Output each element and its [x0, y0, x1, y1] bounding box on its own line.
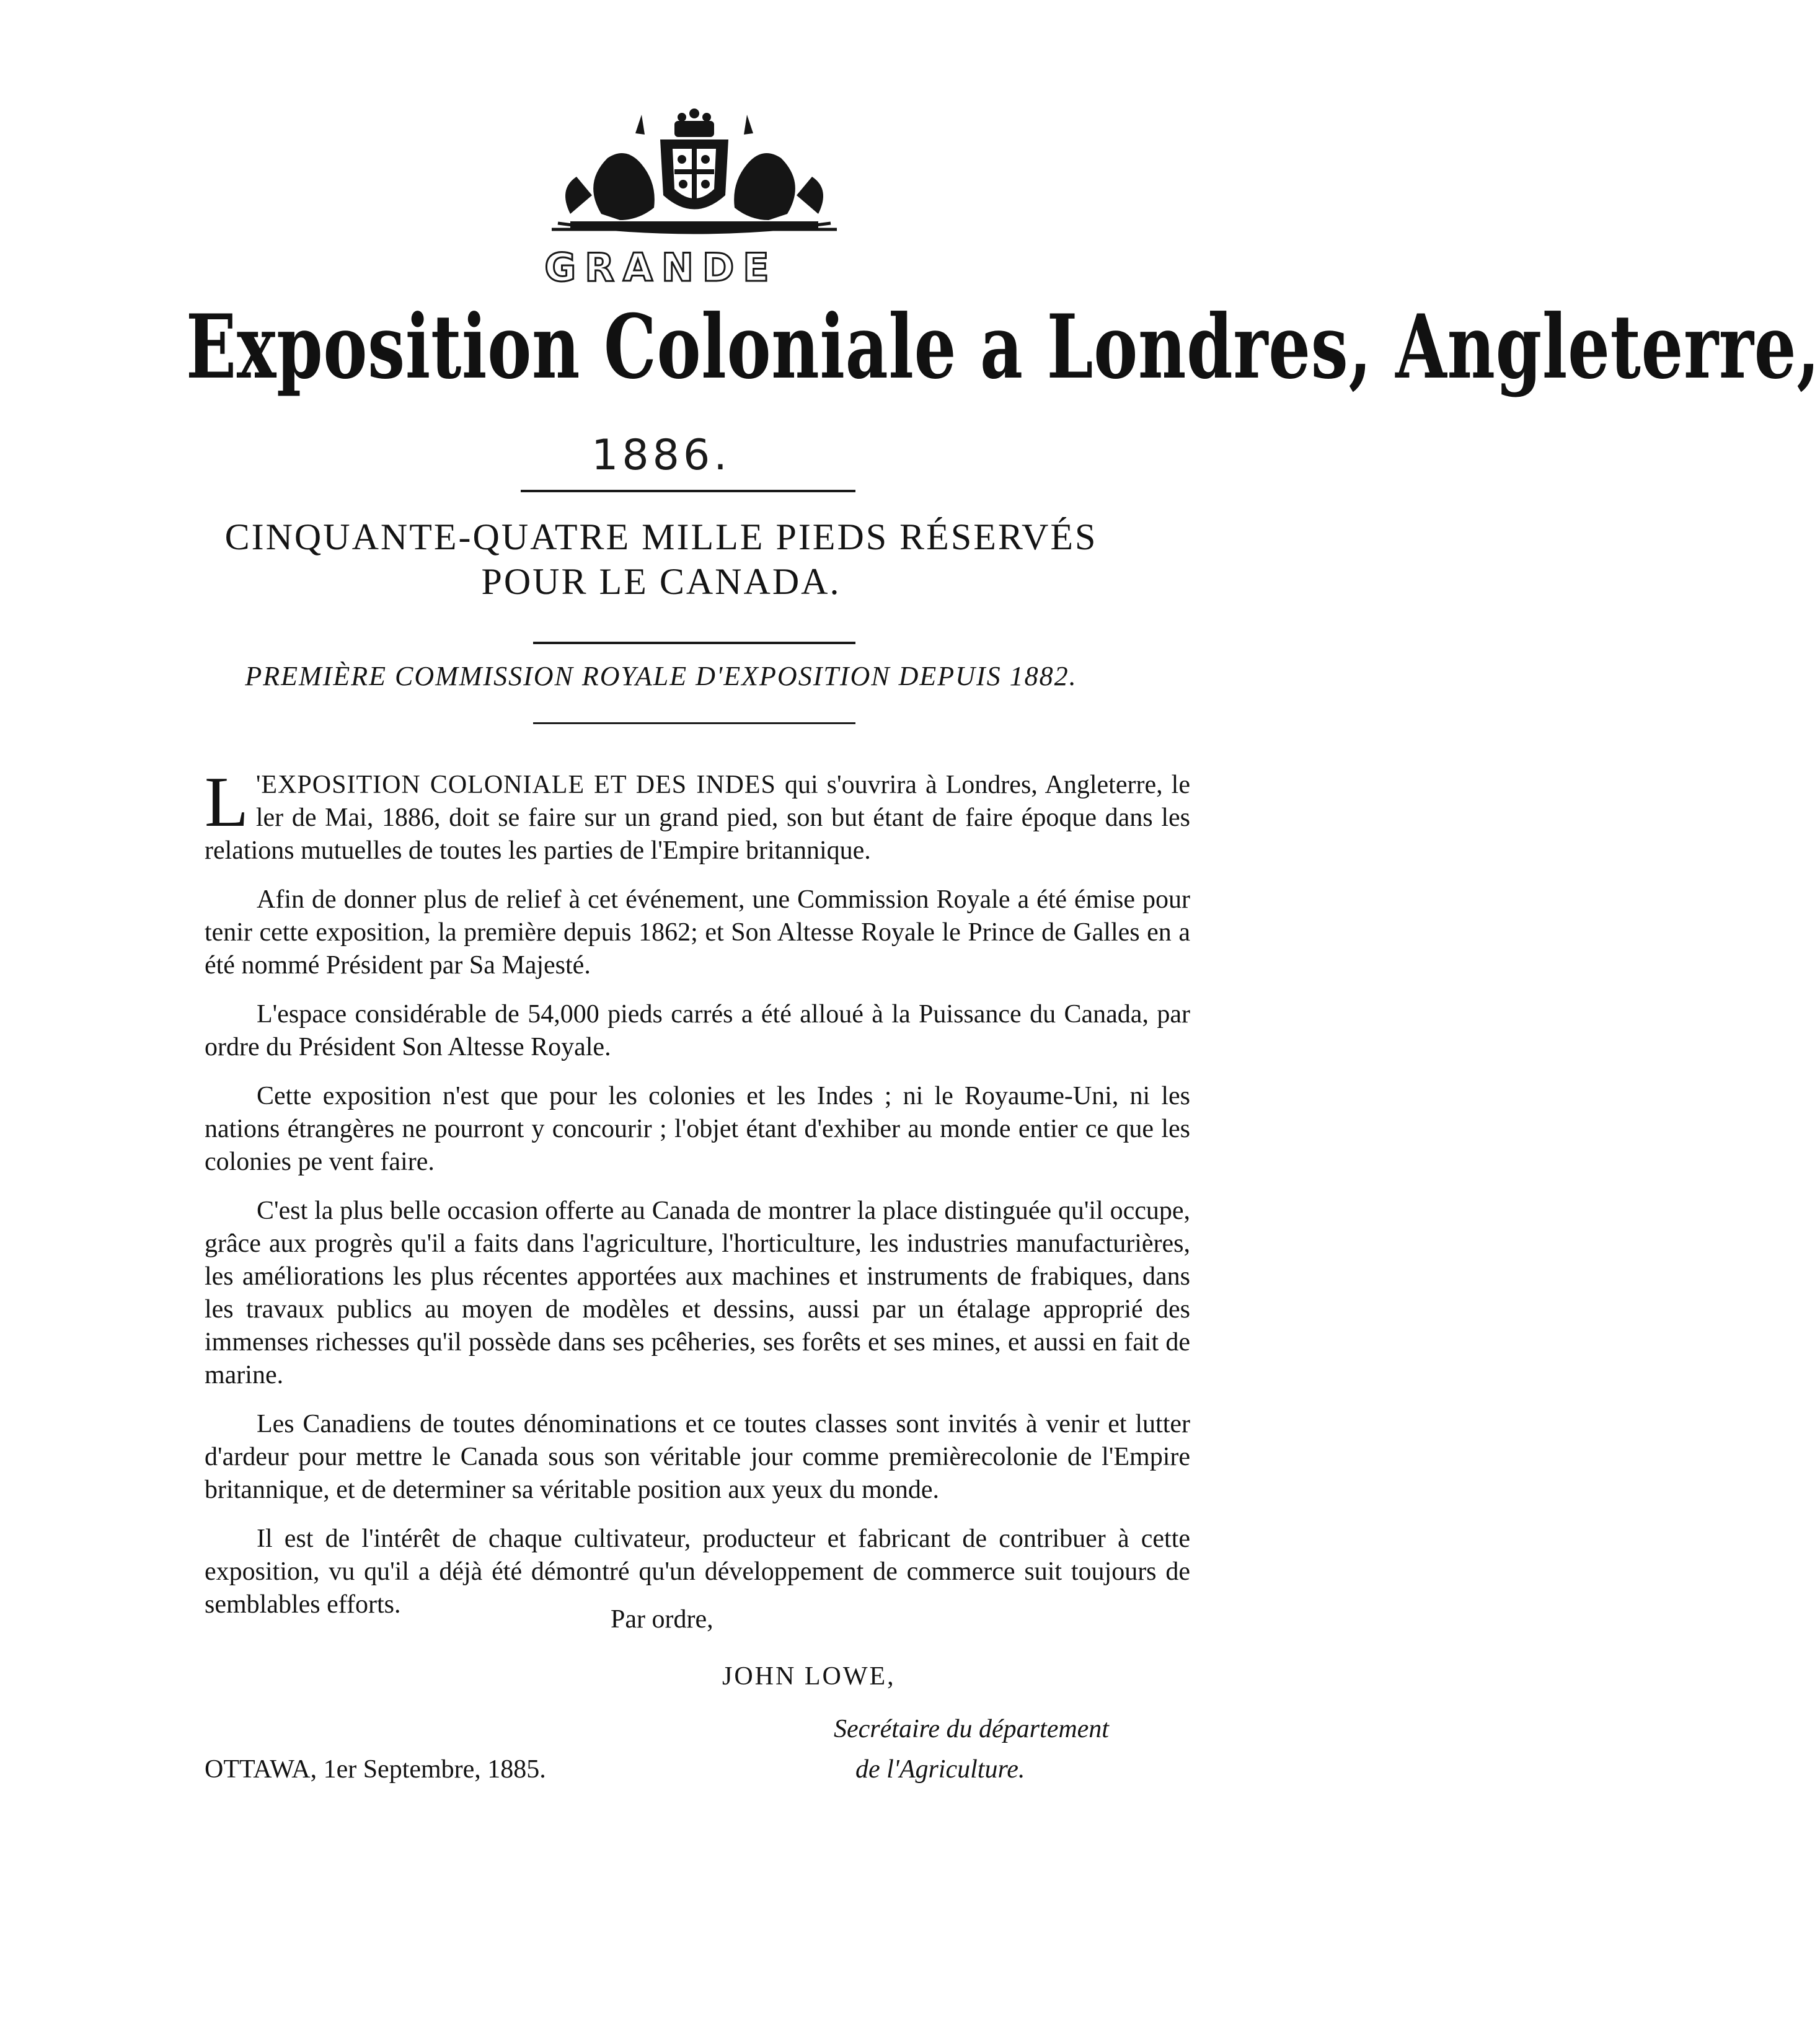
- drop-cap: L: [205, 763, 249, 842]
- paragraph: L'espace considérable de 54,000 pieds carrés a été alloué à la Puissance du Canada, par ordre du Président Son Altesse Royale.: [205, 1000, 1190, 1061]
- par-ordre: Par ordre,: [611, 1605, 713, 1634]
- paragraph-text: qui s'ouvrira à Londres, Angleterre, le ler de Mai, 1886, doit se faire sur un grand pied, son but étant de faire époque dans les relations mutuelles de toutes les parties de l'Empire britannique.: [205, 771, 1190, 865]
- paragraph: Cette exposition n'est que pour les colonies et les Indes ; ni le Royaume-Uni, ni les nations étrangères ne pourront y concourir ; l'objet étant d'exhiber au monde entier ce que les colonies pe vent faire.: [205, 1082, 1190, 1176]
- commission-line: PREMIÈRE COMMISSION ROYALE D'EXPOSITION DEPUIS 1882.: [245, 661, 1077, 691]
- body-text: [205, 763, 1190, 1637]
- paragraph-lead: 'EXPOSITION COLONIALE ET DES INDES: [255, 771, 776, 799]
- paragraph: Il est de l'intérêt de chaque cultivateur, producteur et fabricant de contribuer à cette exposition, vu qu'il a déjà été démontré qu'un développement de commerce suit toujours de semblables efforts.: [205, 1525, 1190, 1619]
- divider: [521, 490, 855, 492]
- paragraph: C'est la plus belle occasion offerte au Canada de montrer la place distinguée qu'il occupe, grâce aux progrès qu'il a faits dans l'agriculture, l'horticulture, les industries manufacturières, les améliorations les plus récentes apportées aux machines et instruments de frabiques, dans les travaux publics au moyen de modèles et dessins, aussi par un étalage approprié des immenses richesses qu'il possède dans ses pcêheries, ses forêts et ses mines, et aussi en fait de marine.: [205, 1197, 1190, 1389]
- divider: [533, 642, 855, 644]
- divider: [533, 722, 855, 724]
- subheading-line-1: CINQUANTE-QUATRE MILLE PIEDS RÉSERVÉS: [224, 516, 1098, 557]
- signatory-title-line-2: de l'Agriculture.: [855, 1755, 1025, 1784]
- subheading-line-2: POUR LE CANADA.: [481, 561, 841, 602]
- page-title: Exposition Coloniale a Londres, Angleterre,: [186, 296, 1820, 399]
- paragraph: Afin de donner plus de relief à cet événement, une Commission Royale a été émise pour tenir cette exposition, la première depuis 1862; et Son Altesse Royale le Prince de Galles en a été nommé Président par Sa Majesté.: [205, 885, 1190, 980]
- signatory-name: JOHN LOWE,: [722, 1662, 896, 1691]
- place-and-date: OTTAWA, 1er Septembre, 1885.: [205, 1755, 546, 1784]
- signatory-title-line-1: Secrétaire du département: [834, 1715, 1109, 1743]
- heading-grande: GRANDE: [544, 245, 778, 290]
- year-heading: 1886.: [591, 431, 731, 480]
- paragraph: Les Canadiens de toutes dénominations et ce toutes classes sont invités à venir et lutter d'ardeur pour mettre le Canada sous son véritable jour comme premièrecolonie de l'Empire britannique, et de determiner sa véritable position aux yeux du monde.: [205, 1410, 1190, 1504]
- subheading: [0, 515, 1322, 604]
- royal-coat-of-arms: [533, 108, 855, 242]
- paragraph: [205, 763, 1190, 867]
